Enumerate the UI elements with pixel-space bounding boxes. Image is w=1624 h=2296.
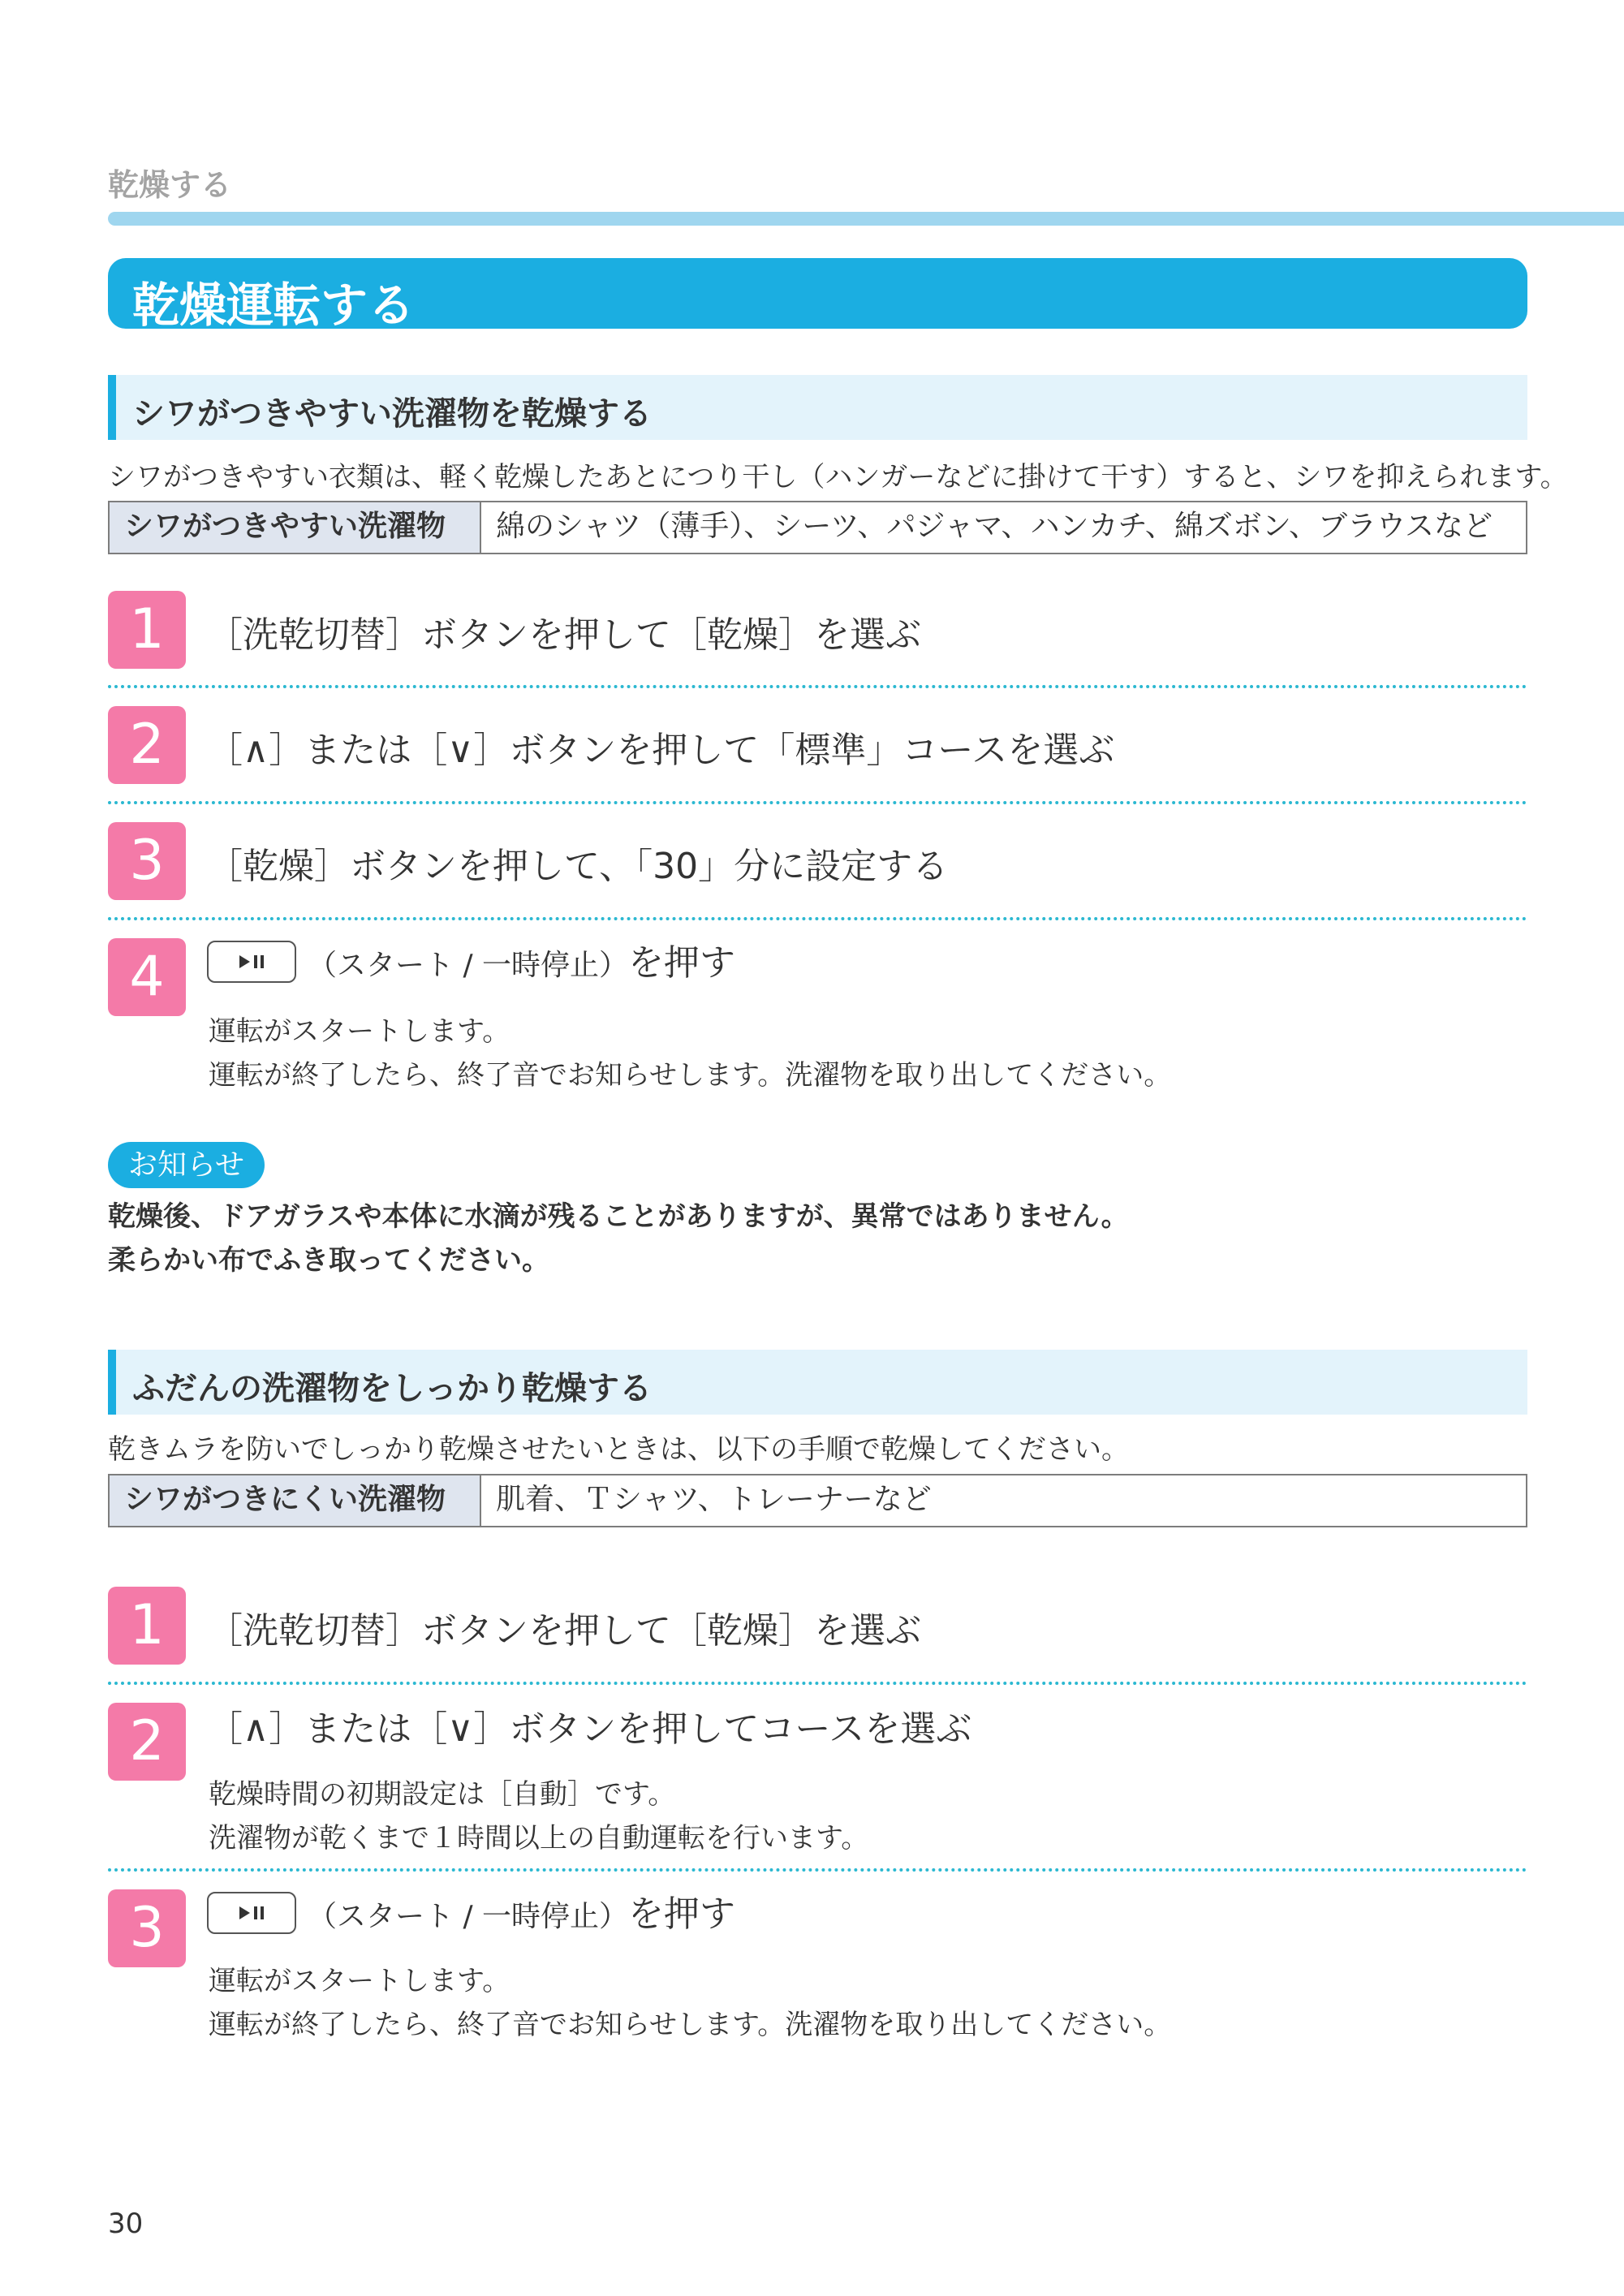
section-heading-1: [108, 375, 1527, 440]
step-detail-line: 運転がスタートします。: [209, 1015, 510, 1048]
notice-line: 柔らかい布でふき取ってください。: [108, 1244, 549, 1277]
section-title: ふだんの洗濯物をしっかり乾燥する: [132, 1370, 652, 1407]
step-detail-line: 洗濯物が乾くまで１時間以上の自動運転を行います。: [209, 1822, 869, 1854]
info-table: [108, 501, 1527, 554]
table-value: 肌着、Ｔシャツ、トレーナーなど: [496, 1483, 932, 1516]
step-divider: [108, 917, 1527, 920]
page-title: 乾燥運転する: [132, 278, 416, 333]
section-intro: シワがつきやすい衣類は、軽く乾燥したあとにつり干し（ハンガーなどに掛けて干す）すると、シワを抑えられます。: [108, 461, 1568, 493]
step-detail: [209, 1959, 1171, 2047]
step-text: ［乾燥］ボタンを押して、「30」分に設定する: [207, 846, 949, 887]
step-detail-line: 運転がスタートします。: [209, 1965, 510, 1997]
step-divider: [108, 685, 1527, 688]
step-text-note: （スタート / 一時停止）: [308, 949, 629, 982]
step-text-note: （スタート / 一時停止）: [308, 1900, 629, 1933]
step-divider: [108, 1868, 1527, 1872]
step-number: 1: [108, 1587, 186, 1665]
step-text: ［∧］または［∨］ボタンを押してコースを選ぶ: [207, 1708, 972, 1750]
start-pause-key: [207, 1892, 296, 1934]
section-title: シワがつきやすい洗濯物を乾燥する: [132, 395, 652, 433]
title-bar: [108, 258, 1527, 333]
step-detail: [209, 1773, 868, 1860]
notice-badge: お知らせ: [108, 1142, 265, 1188]
step-number: 3: [108, 822, 186, 900]
step-detail: [209, 1010, 1171, 1097]
table-label: シワがつきにくい洗濯物: [110, 1475, 481, 1526]
section-accent-bar: [108, 1350, 116, 1415]
breadcrumb: 乾燥する: [108, 167, 232, 203]
step-text: ［∧］または［∨］ボタンを押して「標準」コースを選ぶ: [207, 730, 1115, 771]
step-number: 4: [108, 938, 186, 1016]
step-number: 1: [108, 591, 186, 669]
notice-line: 乾燥後、ドアガラスや本体に水滴が残ることがありますが、異常ではありません。: [108, 1200, 1129, 1233]
step-text: ［洗乾切替］ボタンを押して［乾燥］を選ぶ: [207, 614, 921, 656]
step-text-action: を押す: [628, 1893, 736, 1935]
step-divider: [108, 1682, 1527, 1685]
table-label: シワがつきやすい洗濯物: [110, 502, 481, 553]
step-divider: [108, 801, 1527, 804]
section-heading-2: [108, 1350, 1527, 1415]
table-value: 綿のシャツ（薄手）、シーツ、パジャマ、ハンカチ、綿ズボン、ブラウスなど: [496, 510, 1493, 543]
header-rule: [108, 212, 1624, 226]
start-pause-key: [207, 941, 296, 983]
step-text: ［洗乾切替］ボタンを押して［乾燥］を選ぶ: [207, 1610, 921, 1652]
page-number: 30: [108, 2208, 144, 2240]
notice-text: [108, 1195, 1129, 1282]
step-text: [207, 1885, 735, 1937]
play-pause-icon: [239, 1905, 267, 1921]
step-number: 3: [108, 1889, 186, 1967]
section-intro: 乾きムラを防いでしっかり乾燥させたいときは、以下の手順で乾燥してください。: [108, 1433, 1129, 1466]
step-detail-line: 運転が終了したら、終了音でお知らせします。洗濯物を取り出してください。: [209, 2009, 1172, 2041]
step-text: [207, 933, 735, 986]
play-pause-icon: [239, 954, 267, 970]
step-detail-line: 乾燥時間の初期設定は［自動］です。: [209, 1778, 676, 1811]
step-number: 2: [108, 1703, 186, 1781]
step-detail-line: 運転が終了したら、終了音でお知らせします。洗濯物を取り出してください。: [209, 1059, 1172, 1092]
step-number: 2: [108, 706, 186, 784]
step-text-action: を押す: [628, 942, 736, 984]
info-table: [108, 1474, 1527, 1527]
section-accent-bar: [108, 375, 116, 440]
